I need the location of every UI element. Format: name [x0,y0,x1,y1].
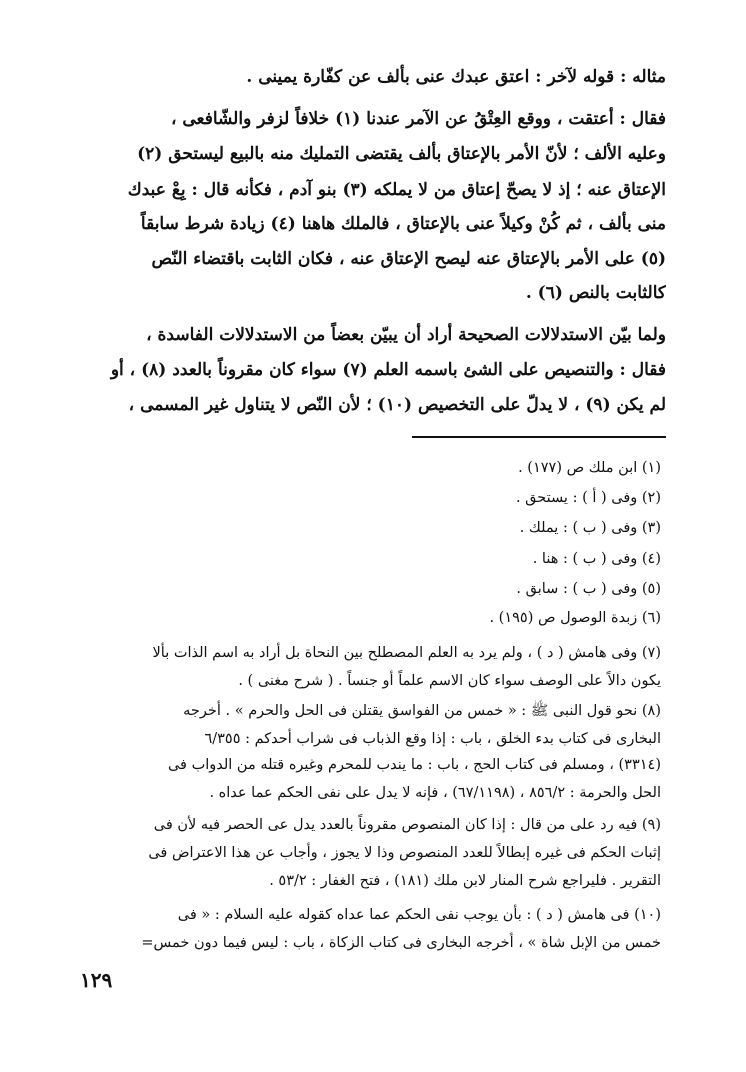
footnote-line: (٧) وفى هامش ( د ) ، ولم يرد به العلم المصطلح بين النحاة بل أراد به اسم الذات بألا [152,645,661,661]
footnote-line: (١٠) فى هامش ( د ) : بأن يوجب نفى الحكم عما عداه كقوله عليه السلام : « فى [177,907,661,923]
body-line: فقال : أعتقت ، ووقع العِتْقُ عن الآمر عندنا (١) خلافاً لزفر والشّافعى ، [170,109,666,129]
footnote-line: البخارى فى كتاب بدء الخلق ، باب : إذا وقع الذباب فى شراب أحدكم : ٦/٣٥٥ [204,731,661,747]
footnote-line: خمس من الإبل شاة » ، أخرجه البخارى فى كتاب الزكاة ، باب : ليس فيما دون خمس= [141,935,661,951]
footnote-line: (٣) وفى ( ب ) : يملك . [519,520,661,536]
footnote-line: الحل والحرمة : ٨٥٦/٢ ، (٦٧/١١٩٨) ، فإنه لا يدل على نفى الحكم عما عداه . [209,785,661,801]
footnote-separator [412,436,666,438]
body-line: لم يكن (٩) ، لا يدلّ على التخصيص (١٠) ؛ لأن النّص لا يتناول غير المسمى ، [128,395,666,415]
footnote-line: (١) ابن ملك ص (١٧٧) . [518,460,661,476]
footnote-line: (٨) نحو قول النبى ﷺ : « خمس من الفواسق يقتلن فى الحل والحرم » . أخرجه [183,703,661,719]
body-line: ولما بيّن الاستدلالات الصحيحة أراد أن يبيّن بعضاً من الاستدلالات الفاسدة ، [146,325,666,345]
body-line: وعليه الألف ؛ لأنّ الأمر بالإعتاق بألف يقتضى التمليك منه بالبيع ليستحق (٢) [137,144,666,164]
body-line: (٥) على الأمر بالإعتاق عنه ليصح الإعتاق عنه ، فكان الثابت باقتضاء النّص [151,249,666,269]
footnote-line: (٥) وفى ( ب ) : سابق . [516,581,661,597]
footnote-line: (٣٣١٤) ، ومسلم فى كتاب الحج ، باب : ما يندب للمحرم وغيره قتله من الدواب فى [167,757,661,773]
body-line: الإعتاق عنه ؛ إذ لا يصحّ إعتاق من لا يملكه (٣) بنو آدم ، فكأنه قال : بِعْ عبدك [127,180,666,200]
footnote-line: (٩) فيه رد على من قال : إذا كان المنصوص مقروناً بالعدد يدل عى الحصر فيه لأن فى [153,817,661,833]
footnote-line: (٤) وفى ( ب ) : هنا . [532,551,661,567]
footnote-line: يكون دالاً على الوصف سواء كان الاسم علماً أو جنساً . ( شرح مغنى ) . [238,673,661,689]
body-line: مثاله : قوله لآخر : اعتق عبدك عنى بألف عن كفّارة يمينى . [246,67,666,87]
body-line: كالثابت بالنص (٦) . [525,283,666,303]
page-number: ١٢٩ [80,968,113,992]
body-line: فقال : والتنصيص على الشئ باسمه العلم (٧) سواء كان مقروناً بالعدد (٨) ، أو [110,360,666,380]
footnote-line: التقرير . فليراجع شرح المنار لابن ملك (١٨١) ، فتح الغفار : ٥٣/٢ . [269,873,661,889]
body-line: منى بألف ، ثم كُنْ وكيلاً عنى بالإعتاق ، فالملك هاهنا (٤) زيادة شرط سابقاً [140,214,666,234]
footnote-line: (٦) زبدة الوصول ص (١٩٥) . [489,610,661,626]
footnote-line: إثبات الحكم فى غيره إبطالاً للعدد المنصوص وذا لا يجوز ، وأجاب عن هذا الاعتراض فى [148,845,661,861]
footnote-line: (٢) وفى ( أ ) : يستحق . [515,490,661,506]
